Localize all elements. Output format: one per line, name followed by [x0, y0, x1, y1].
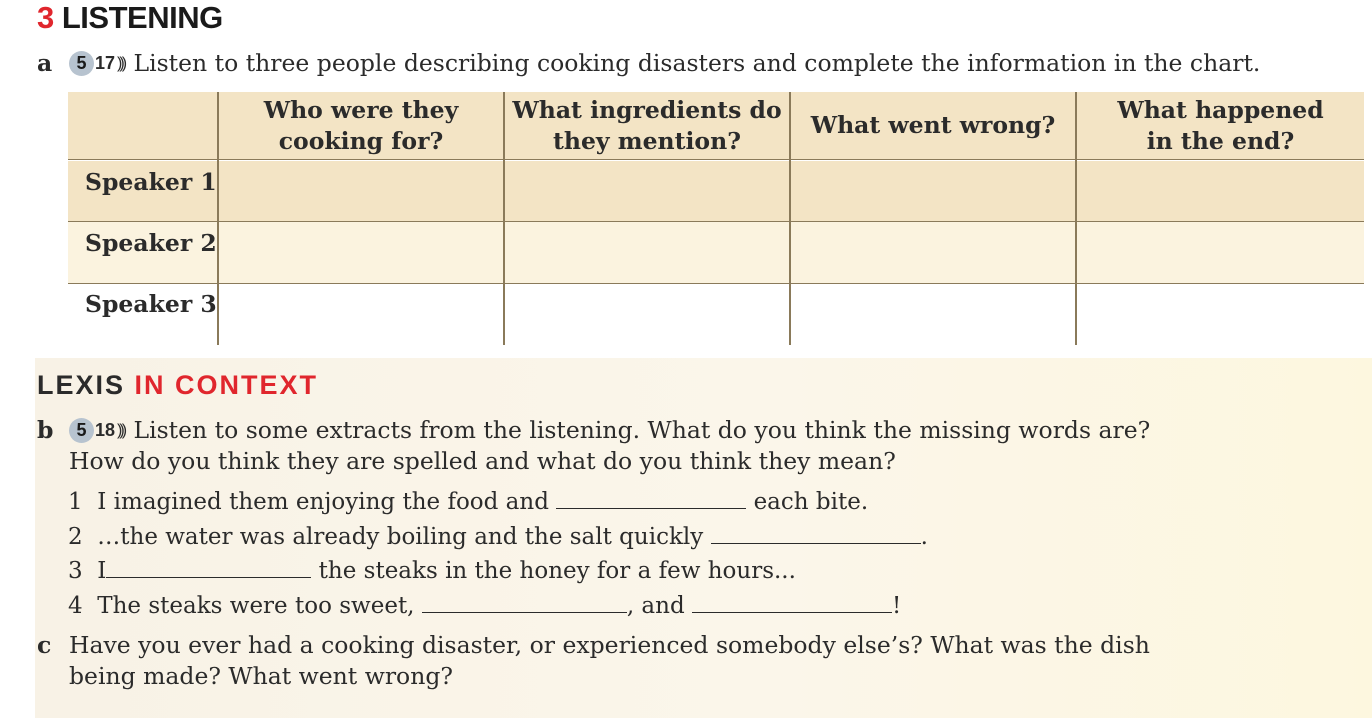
header-ingredients: What ingredients do they mention? — [512, 95, 782, 155]
task-c-line2: being made? What went wrong? — [69, 662, 453, 690]
cd-disc-icon: 5 — [69, 418, 94, 443]
task-b-instruction-line2: How do you think they are spelled and what do you think they mean? — [69, 447, 896, 475]
track-number: 17 — [95, 53, 116, 73]
speaker-1-label: Speaker 1 — [85, 168, 217, 196]
gap-fill-list — [68, 485, 928, 623]
blank-line[interactable] — [711, 525, 921, 544]
gap-item-4: 4 The steaks were too sweet, , and ! — [68, 592, 902, 619]
header-who-cooking-for: Who were they cooking for? — [263, 95, 459, 155]
answer-cell[interactable] — [1077, 161, 1364, 221]
speaker-2-label: Speaker 2 — [85, 229, 217, 257]
blank-line[interactable] — [422, 594, 627, 613]
blank-line[interactable] — [692, 594, 892, 613]
task-a-letter: a — [37, 49, 53, 77]
blank-line[interactable] — [556, 490, 746, 509]
answer-cell[interactable] — [505, 284, 789, 345]
answer-cell[interactable] — [505, 161, 789, 221]
task-c-letter: c — [37, 631, 52, 659]
section-heading: LISTENING — [61, 0, 223, 35]
task-c — [37, 630, 1150, 692]
blank-line[interactable] — [106, 559, 311, 578]
section-title — [37, 0, 223, 36]
answer-cell[interactable] — [219, 284, 503, 345]
header-what-went-wrong: What went wrong? — [810, 111, 1056, 139]
task-b-instruction-line1: Listen to some extracts from the listening. What do you think the missing words are? — [133, 416, 1151, 444]
answer-cell[interactable] — [791, 161, 1075, 221]
audio-track-5-17[interactable] — [69, 48, 124, 79]
task-a-instruction: Listen to three people describing cooking disasters and complete the information in the chart. — [133, 49, 1261, 77]
task-b-letter: b — [37, 416, 54, 444]
gap-item-1: 1 I imagined them enjoying the food and each bite. — [68, 489, 869, 515]
section-number: 3 — [37, 0, 54, 35]
header-what-happened: What happened in the end? — [1117, 95, 1324, 155]
answer-cell[interactable] — [1077, 284, 1364, 345]
answer-cell[interactable] — [791, 222, 1075, 283]
lexis-in-context-heading: LEXIS IN CONTEXT — [37, 370, 319, 400]
listening-chart — [68, 92, 1364, 345]
audio-wave-icon: ))) — [117, 422, 125, 439]
task-a — [37, 48, 1260, 79]
audio-wave-icon: ))) — [117, 55, 125, 72]
answer-cell[interactable] — [1077, 222, 1364, 283]
gap-item-3: 3 I the steaks in the honey for a few hours... — [68, 558, 796, 584]
cd-disc-icon: 5 — [69, 51, 94, 76]
answer-cell[interactable] — [219, 222, 503, 283]
task-c-line1: Have you ever had a cooking disaster, or experienced somebody else’s? What was the dish — [69, 631, 1150, 659]
answer-cell[interactable] — [505, 222, 789, 283]
speaker-3-label: Speaker 3 — [85, 290, 217, 318]
audio-track-5-18[interactable] — [69, 415, 124, 446]
gap-item-2: 2 …the water was already boiling and the salt quickly . — [68, 523, 928, 550]
answer-cell[interactable] — [791, 284, 1075, 345]
answer-cell[interactable] — [219, 161, 503, 221]
task-b — [37, 415, 1150, 477]
track-number: 18 — [95, 420, 116, 440]
